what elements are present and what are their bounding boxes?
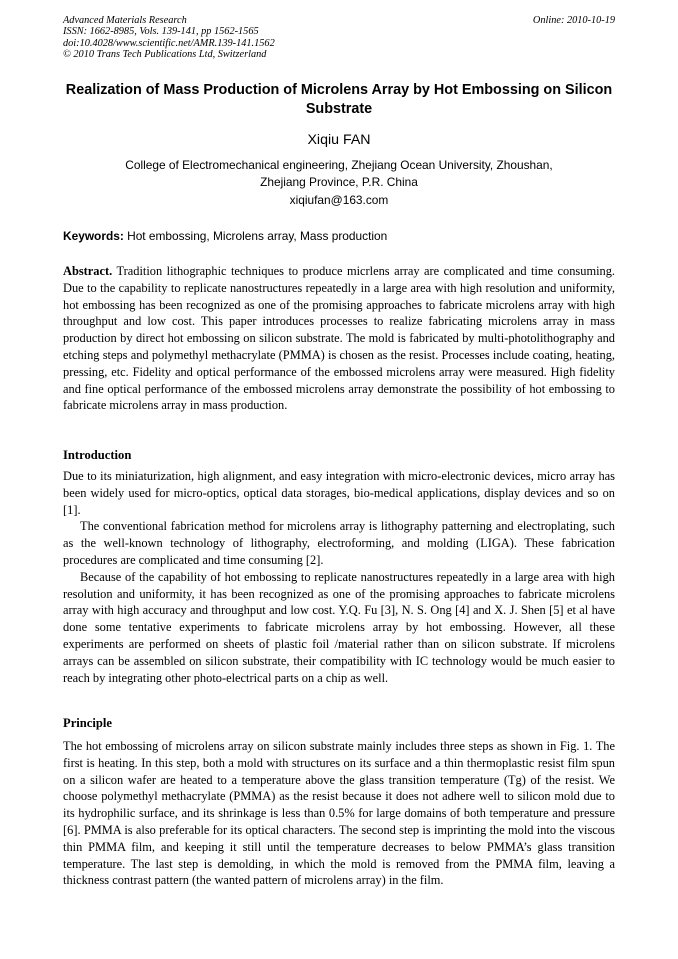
paragraph: Due to its miniaturization, high alignment, and easy integration with micro-electronic devices, micro array has been widely used for micro-optics, optical data storages, bio-medical applications, display devices and so on [1]. [63, 469, 615, 517]
copyright-line: © 2010 Trans Tech Publications Ltd, Switzerland [63, 49, 267, 61]
affiliation-line-1: College of Electromechanical engineering, Zhejiang Ocean University, Zhoushan, [125, 158, 553, 172]
abstract-text: Tradition lithographic techniques to produce micrlens array are complicated and time consuming. Due to the capability to replicate nanostructures repeatedly in a large area with high resolution and uniformity, hot embossing has been recognized as one of the promising approaches to fabricate microlens array with high throughput and low cost. This paper introduces processes to realize fabricating microlens array in mass production by direct hot embossing on silicon substrate. The mold is fabricated by multi-photolithography and etching steps and polymethyl methacrylate (PMMA) is chosen as the resist. Processes include coating, heating, pressing, etc. Fidelity and optical performance of the embossed microlens array were measured. High fidelity and fine optical performance of the embossed microlens array demonstrate the possibility of hot embossing to fabricate microlens array in mass production. [63, 264, 616, 413]
paper-title: Realization of Mass Production of Microlens Array by Hot Embossing on Silicon Substrate [65, 82, 613, 117]
abstract [63, 263, 615, 414]
principle-body [63, 738, 615, 889]
issn-line: ISSN: 1662-8985, Vols. 139-141, pp 1562-1565 [63, 26, 259, 38]
journal-name: Advanced Materials Research [63, 15, 187, 26]
abstract-label: Abstract. [63, 264, 113, 278]
author-email: xiqiufan@163.com [289, 193, 389, 207]
online-date: Online: 2010-10-19 [532, 15, 615, 26]
keywords [63, 228, 615, 245]
doi-line: doi:10.4028/www.scientific.net/AMR.139-141.1562 [63, 37, 275, 49]
affiliation [63, 157, 615, 191]
introduction-heading: Introduction [63, 448, 132, 462]
affiliation-line-2: Zhejiang Province, P.R. China [260, 175, 418, 189]
introduction-body [63, 468, 615, 686]
journal-header [63, 15, 423, 61]
keywords-text: Hot embossing, Microlens array, Mass production [127, 229, 388, 243]
paragraph: The conventional fabrication method for microlens array is lithography patterning and electroplating, such as the well-known technology of lithography, electroforming, and molding (LIGA). These fabrication procedures are complicated and time consuming [2]. [63, 519, 615, 567]
paragraph: The hot embossing of microlens array on silicon substrate mainly includes three steps as shown in Fig. 1. The first is heating. In this step, both a mold with structures on its surface and a thin thermoplastic resist film spun on a silicon wafer are heated to a temperature above the glass transition temperature (Tg) of the resist. We choose polymethyl methacrylate (PMMA) as the resist because it does not adhere well to silicon mold due to its hydrophilic surface, and its shrinkage is less than 0.5% for large domains of both temperature and pressure [6]. PMMA is also preferable for its optical characters. The second step is imprinting the mold into the viscous thin PMMA film, and keeping it still until the temperature decreases to below PMMA’s glass transition temperature. The last step is demolding, in which the mold is removed from the PMMA film, leaving a thickness contrast pattern (the wanted pattern of microlens array) in the film. [63, 739, 615, 888]
author-name: Xiqiu FAN [307, 132, 371, 148]
paragraph: Because of the capability of hot embossing to replicate nanostructures repeatedly in a large area with high resolution and uniformity, it has been recognized as one of the promising approaches to fabricate microlens array with high accuracy and throughput and low cost. Y.Q. Fu [3], N. S. Ong [4] and X. J. Shen [5] et al have done some tentative experiments to fabricate microlens array by hot embossing. However, all these experiments are performed on sheets of plastic foil /material rather than on silicon substrate. If microlens arrays can be assembled on silicon substrate, their compatibility with IC technology would be much easier to reach by integrating other photo-electrical parts on a chip as well. [63, 569, 615, 685]
principle-heading: Principle [63, 716, 112, 730]
keywords-label: Keywords: [63, 229, 124, 243]
